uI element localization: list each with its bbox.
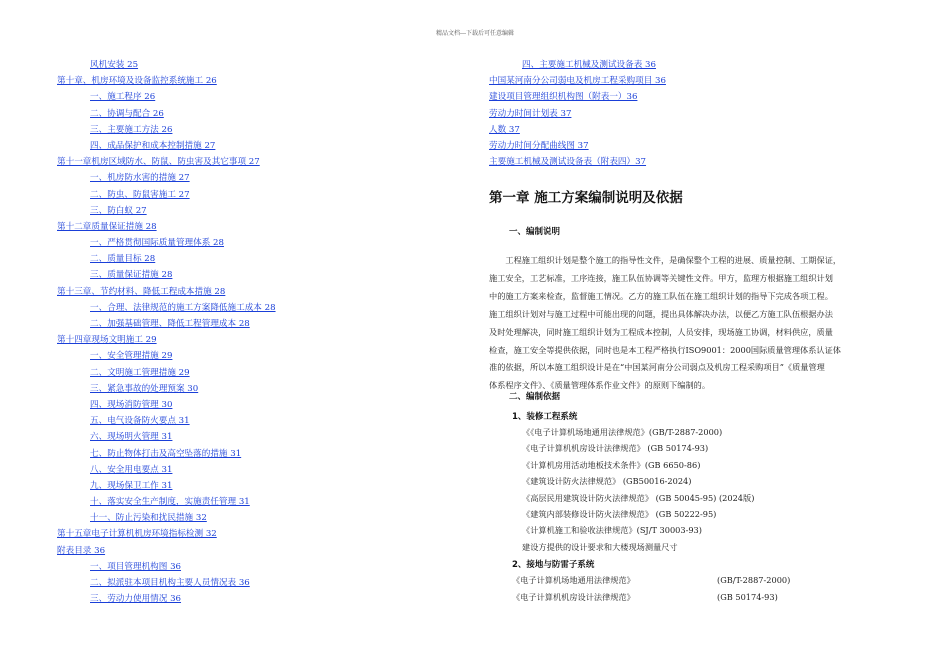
toc-link[interactable]: 建设项目管理组织机构图（附表一）36: [489, 92, 638, 103]
toc-link[interactable]: 一、安全管理措施 29: [90, 351, 173, 362]
standard-code: (GB/T-2887-2000): [717, 575, 791, 585]
toc-link[interactable]: 三、劳动力使用情况 36: [90, 594, 182, 605]
subsection-2-title: 2、接地与防雷子系统: [512, 560, 595, 570]
page-header: 精品文档---下载后可任意编辑: [435, 30, 515, 37]
standard-item: 《电子计算机机房设计法律规范》 (GB 50174-93): [522, 443, 709, 454]
toc-link[interactable]: 七、防止物体打击及高空坠落的措施 31: [90, 448, 242, 459]
toc-link[interactable]: 第十四章现场文明施工 29: [57, 335, 157, 346]
toc-link[interactable]: 二、质量目标 28: [90, 254, 156, 265]
toc-link[interactable]: 四、主要施工机械及测试设备表 36: [522, 60, 656, 70]
toc-link[interactable]: 二、加强基础管理、降低工程管理成本 28: [90, 319, 250, 329]
toc-right-column: [489, 57, 909, 170]
standard-name: 《电子计算机场地通用法律规范》: [512, 575, 635, 585]
toc-link[interactable]: 人数 37: [489, 124, 520, 135]
toc-link[interactable]: 二、拟派驻本项目机构主要人员情况表 36: [90, 578, 250, 588]
toc-link[interactable]: 十、落实安全生产制度，实施责任管理 31: [90, 497, 250, 508]
toc-link[interactable]: 主要施工机械及测试设备表（附表四）37: [489, 157, 647, 168]
toc-link[interactable]: 四、现场消防管理 30: [90, 399, 173, 410]
toc-link[interactable]: 三、质量保证措施 28: [90, 270, 173, 281]
body-line: 及时处理解决，同时施工组织计划为工程成本控制，人员安排，现场施工协调，材料供应，质量: [489, 326, 833, 337]
body-line: 中的施工方案来检查，监督施工情况。乙方的施工队伍在施工组织计划的指导下完成各项工程。: [489, 290, 833, 301]
toc-link[interactable]: 一、严格贯彻国际质量管理体系 28: [90, 238, 224, 249]
body-line: 施工安全，工艺标准，工序连接，施工队伍协调等关键性文件。甲方，监理方根据施工组织计划: [489, 272, 833, 283]
subsection-1-title: 1、装修工程系统: [512, 412, 578, 422]
toc-link[interactable]: 第十二章质量保证措施 28: [57, 221, 157, 232]
standard-code: (GB 50174-93): [717, 591, 778, 602]
standard-item: 《计算机施工和验收法律规范》(SJ/T 30003-93): [522, 525, 702, 536]
body-line: 施工组织计划对与施工过程中可能出现的问题，提出具体解决办法，以便乙方施工队伍根据办法: [489, 308, 833, 319]
standard-item: 《《电子计算机场地通用法律规范》(GB/T-2887-2000): [522, 427, 723, 437]
standards-list-1: [522, 424, 754, 555]
standard-item: 《建筑内部装修设计防火法律规范》 (GB 50222-95): [522, 508, 717, 519]
body-line: 检查，施工安全等提供依据，同时也是本工程严格执行ISO9001：2000国际质量管理体系认证体: [489, 344, 841, 355]
toc-link[interactable]: 三、主要施工方法 26: [90, 124, 173, 135]
toc-link[interactable]: 一、机房防水害的措施 27: [90, 173, 190, 184]
toc-link[interactable]: 八、安全用电要点 31: [90, 464, 173, 475]
section-1-title: 一、编制说明: [509, 227, 561, 237]
section-2-title: 二、编制依据: [509, 392, 561, 402]
toc-left-column: [57, 57, 437, 607]
toc-link[interactable]: 第十章、机房环境及设备监控系统施工 26: [57, 76, 217, 87]
toc-link[interactable]: 三、紧急事故的处理预案 30: [90, 383, 199, 394]
standards-list-2: [512, 572, 791, 605]
toc-link[interactable]: 中国某河南分公司弱电及机房工程采购项目 36: [489, 76, 666, 87]
toc-link[interactable]: 一、施工程序 26: [90, 92, 156, 103]
toc-link[interactable]: 五、电气设备防火要点 31: [90, 416, 190, 427]
toc-link[interactable]: 附表目录 36: [57, 545, 106, 556]
standard-item: [512, 572, 791, 589]
toc-link[interactable]: 一、合理、法律规范的施工方案降低施工成本 28: [90, 302, 276, 313]
standard-item: [512, 589, 778, 606]
toc-link[interactable]: 第十五章电子计算机机房环境指标检测 32: [57, 529, 217, 540]
toc-link[interactable]: 第十一章机房区域防水、防鼠、防虫害及其它事项 27: [57, 157, 260, 168]
toc-link[interactable]: 二、协调与配合 26: [90, 108, 164, 119]
standard-item: 《计算机房用活动地板技术条件》(GB 6650-86): [522, 459, 701, 470]
standard-item: 建设方提供的设计要求和大楼现场测量尺寸: [522, 541, 678, 552]
body-line: 准的依据，所以本施工组织设计是在“中国某河南分公司弱点及机房工程采购项目”《质量管理: [489, 362, 825, 373]
toc-link[interactable]: 九、现场保卫工作 31: [90, 480, 173, 491]
standard-item: 《高层民用建筑设计防火法律规范》 (GB 50045-95) (2024版): [522, 492, 755, 503]
toc-link[interactable]: 风机安装 25: [90, 60, 139, 70]
toc-link[interactable]: 劳动力时间计划表 37: [489, 108, 572, 119]
toc-link[interactable]: 四、成品保护和成本控制措施 27: [90, 140, 216, 151]
body-paragraph: [489, 252, 899, 395]
toc-link[interactable]: 二、防虫、防鼠害施工 27: [90, 189, 190, 200]
toc-link[interactable]: 一、项目管理机构图 36: [90, 561, 182, 572]
toc-link[interactable]: 劳动力时间分配曲线图 37: [489, 140, 589, 151]
chapter-title: 第一章 施工方案编制说明及依据: [489, 190, 683, 206]
toc-link[interactable]: 第十三章、节约材料、降低工程成本措施 28: [57, 286, 226, 297]
toc-link[interactable]: 十一、防止污染和扰民措施 32: [90, 513, 207, 524]
body-line: 工程施工组织计划是整个施工的指导性文件，是确保整个工程的进展、质量控制、工期保证，: [489, 255, 842, 265]
toc-link[interactable]: 三、防白蚁 27: [90, 205, 147, 216]
body-line: 体系程序文件》、《质量管理体系作业文件》的原则下编制的。: [489, 380, 711, 391]
toc-link[interactable]: 六、现场明火管理 31: [90, 432, 173, 443]
standard-name: 《电子计算机机房设计法律规范》: [512, 591, 635, 602]
toc-link[interactable]: 二、文明施工管理措施 29: [90, 367, 190, 378]
standard-item: 《建筑设计防火法律规范》 (GB50016-2024): [522, 476, 692, 487]
